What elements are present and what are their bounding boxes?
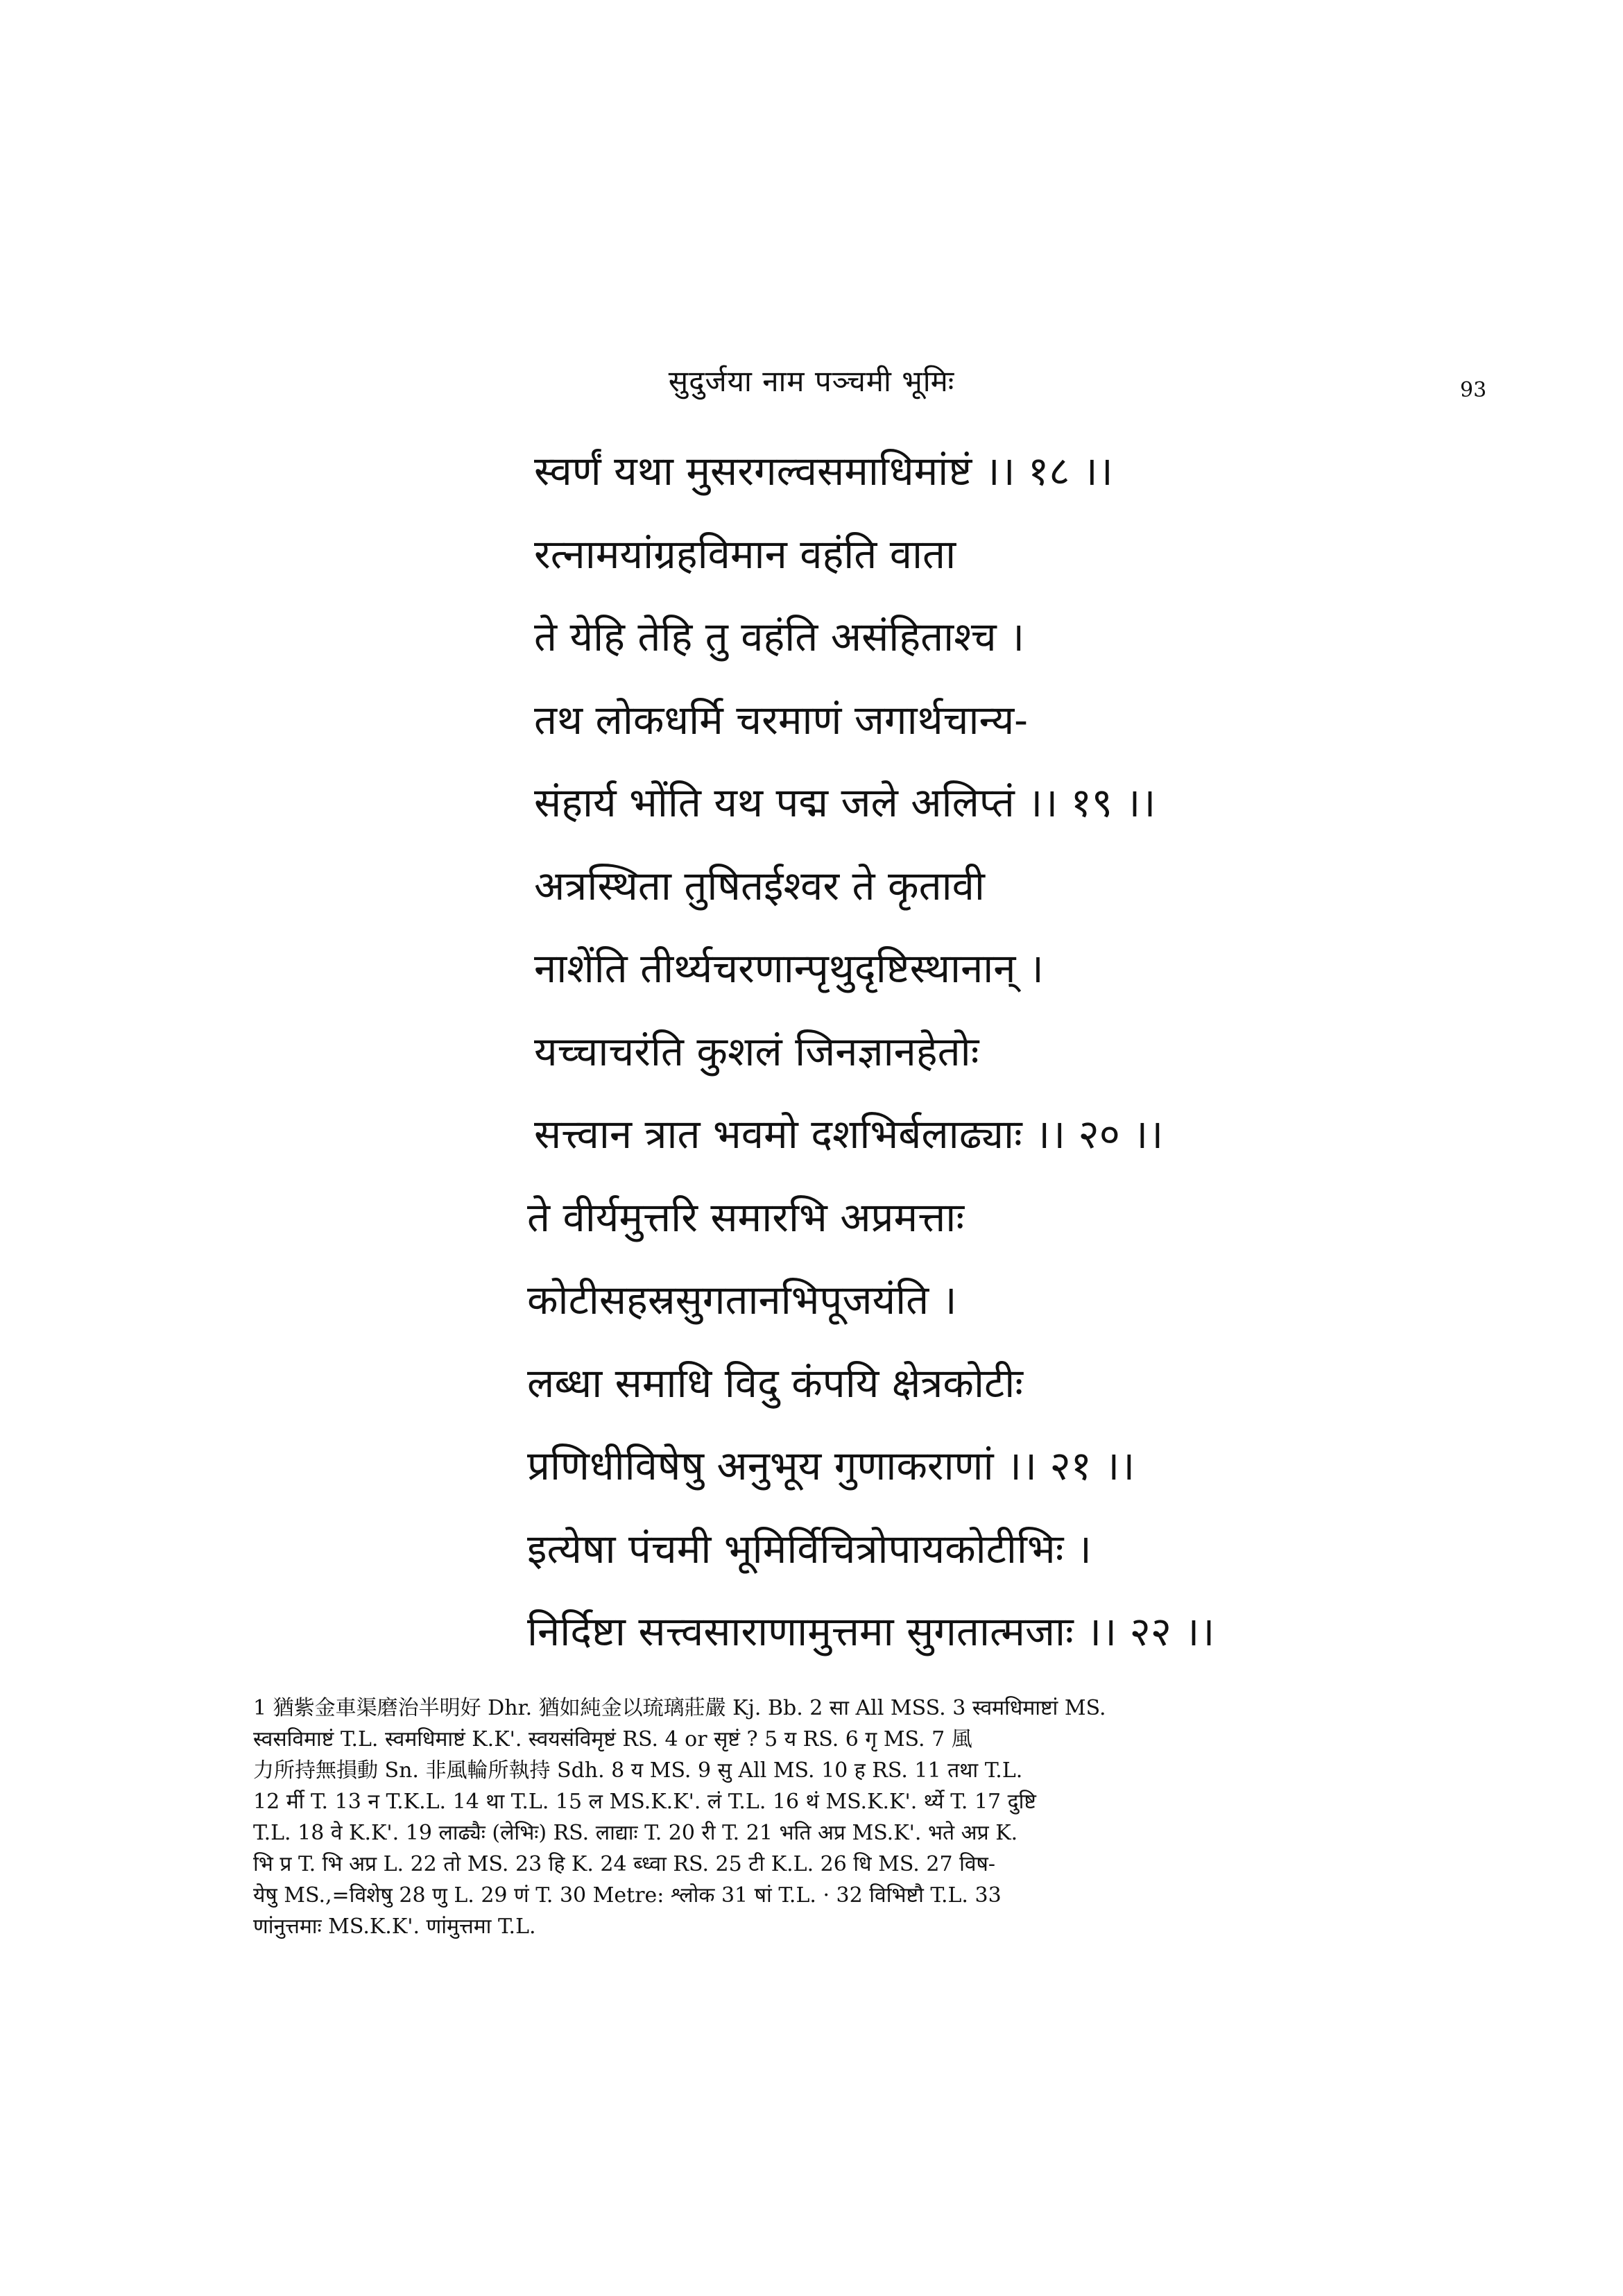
footnote-line: येषु MS.,=विशेषु 28 णु L. 29 णं T. 30 Metre: श्लोक 31 षां T.L. · 32 विभिष्टौ T.L. 33 — [253, 1883, 1002, 1908]
verse-line: प्रणिधीविषेषु अनुभूय गुणाकराणां ।। २१ ।। — [527, 1442, 1135, 1489]
verse-line: ते वीर्यमुत्तरि समारभि अप्रमत्ताः — [527, 1193, 965, 1241]
verse-line: कोटीसहस्रसुगतानभिपूजयंति । — [527, 1276, 957, 1323]
footnotes — [253, 1693, 1446, 1942]
verse-line: लब्धा समाधि विदु कंपयि क्षेत्रकोटीः — [527, 1359, 1023, 1407]
verse-line: अत्रस्थिता तुषितईश्वर ते कृतावी — [534, 862, 985, 909]
footnote-line: स्वसविमाष्टं T.L. स्वमधिमाष्टं K.K'. स्वयसंविमृष्टं RS. 4 or सृष्टं ? 5 य RS. 6 गृ MS. 7 風 — [253, 1727, 972, 1751]
verse-line: ते येहि तेहि तु वहंति असंहिताश्च । — [534, 613, 1025, 660]
verse-line: संहार्य भोंति यथ पद्म जले अलिप्तं ।। १९ ।। — [534, 779, 1156, 826]
footnote-line: 力所持無損動 Sn. 非風輪所執持 Sdh. 8 य MS. 9 सु All MS. 10 ह RS. 11 तथा T.L. — [253, 1758, 1023, 1783]
verse-line: स्वर्णं यथा मुसरगल्वसमाधिमांष्टं ।। १८ ।। — [534, 447, 1113, 495]
verse-line: रत्नामयांग्रहविमान वहंति वाता — [534, 530, 956, 578]
verse-line: यच्चाचरंति कुशलं जिनज्ञानहेतोः — [534, 1027, 979, 1075]
verse-line: निर्दिष्टा सत्त्वसाराणामुत्तमा सुगतात्मजाः ।। २२ ।। — [527, 1608, 1215, 1655]
footnote-line: 1 猶紫金車渠磨治半明好 Dhr. 猶如純金以琉璃莊嚴 Kj. Bb. 2 सा All MSS. 3 स्वमधिमाष्टां MS. — [253, 1696, 1106, 1720]
verse-line: तथ लोकधर्मि चरमाणं जगार्थचान्य- — [534, 696, 1028, 744]
page-number: 93 — [1460, 378, 1487, 402]
running-head: सुदुर्जया नाम पञ्चमी भूमिः — [668, 364, 955, 398]
footnote-line: भि प्र T. भि अप्र L. 22 तो MS. 23 हि K. 24 ब्ध्वा RS. 25 टी K.L. 26 धि MS. 27 विष- — [253, 1852, 996, 1876]
verse-block — [527, 430, 1498, 1674]
verse-line: नाशेंति तीर्थ्यचरणान्पृथुदृष्टिस्थानान् । — [534, 945, 1044, 992]
verse-line: सत्त्वान त्रात भवमो दशभिर्बलाढ्याः ।। २० ।। — [534, 1111, 1164, 1158]
footnote-line: 12 र्मी T. 13 न T.K.L. 14 था T.L. 15 ल MS.K.K'. लं T.L. 16 थं MS.K.K'. र्थ्ये T. 17 दुष्टि — [253, 1790, 1036, 1814]
footnote-line: T.L. 18 वे K.K'. 19 लाढ्यैः (लेभिः) RS. लाद्याः T. 20 री T. 21 भति अप्र MS.K'. भते अप्र K. — [253, 1821, 1018, 1845]
verse-line: इत्येषा पंचमी भूमिर्विचित्रोपायकोटीभिः । — [527, 1525, 1092, 1573]
footnote-line: णांनुत्तमाः MS.K.K'. णांमुत्तमा T.L. — [253, 1914, 536, 1939]
